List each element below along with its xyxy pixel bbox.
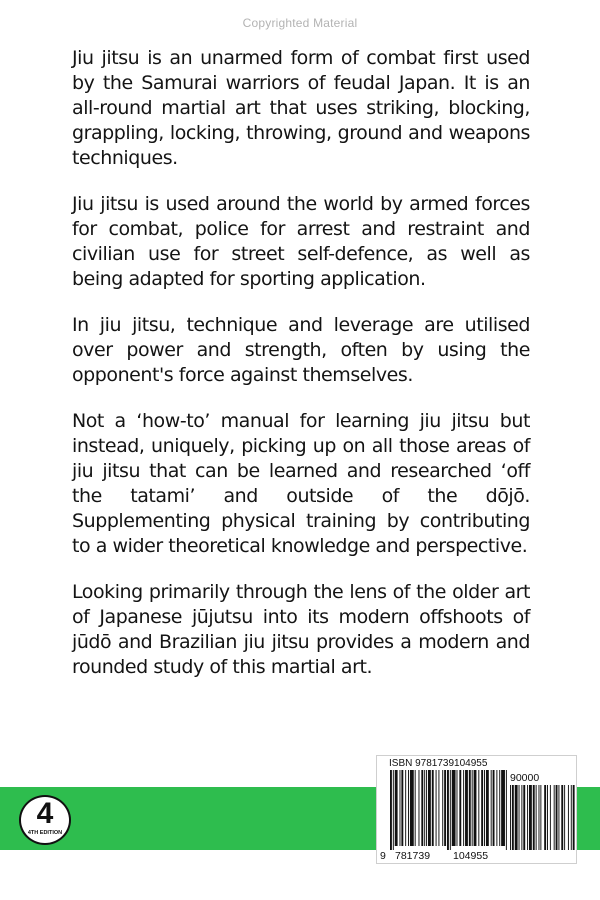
- blurb-paragraph-5: Looking primarily through the lens of the older art of Japanese jūjutsu into its modern offshoots of jūdō and Brazilian jiu jitsu provides a modern and rounded study of this martial art.: [72, 581, 530, 678]
- barcode-panel: [376, 755, 577, 864]
- price-code: 90000: [510, 772, 540, 784]
- barcode-icon: [377, 756, 576, 863]
- barcode-digits-right: 104955: [453, 850, 489, 862]
- edition-number: 4: [36, 797, 54, 830]
- barcode-digit-prefix: 9: [380, 850, 386, 862]
- edition-badge-icon: [19, 795, 71, 845]
- blurb-paragraph-2: Jiu jitsu is used around the world by armed forces for combat, police for arrest and restraint and civilian use for street self-defence, as well as being adapted for sporting application.: [72, 193, 530, 290]
- isbn-label: ISBN 9781739104955: [389, 758, 488, 769]
- blurb-paragraph-3: In jiu jitsu, technique and leverage are utilised over power and strength, often by using the opponent's force against themselves.: [72, 314, 530, 386]
- blurb-paragraph-4: Not a ‘how-to’ manual for learning jiu jitsu but instead, uniquely, picking up on all those areas of jiu jitsu that can be learned and researched ‘off the tatami’ and outside of the dōjō. Supplementing physical training by contributing to a wider theoretical knowledge and perspective.: [72, 410, 530, 557]
- copyright-watermark-top: Copyrighted Material: [242, 16, 358, 30]
- barcode-digits-left: 781739: [395, 850, 431, 862]
- back-cover-blurb: [72, 46, 530, 701]
- edition-label: 4TH EDITION: [27, 830, 63, 836]
- blurb-paragraph-1: Jiu jitsu is an unarmed form of combat first used by the Samurai warriors of feudal Japan. It is an all-round martial art that uses striking, blocking, grappling, locking, throwing, ground and weapons techniques.: [72, 47, 530, 169]
